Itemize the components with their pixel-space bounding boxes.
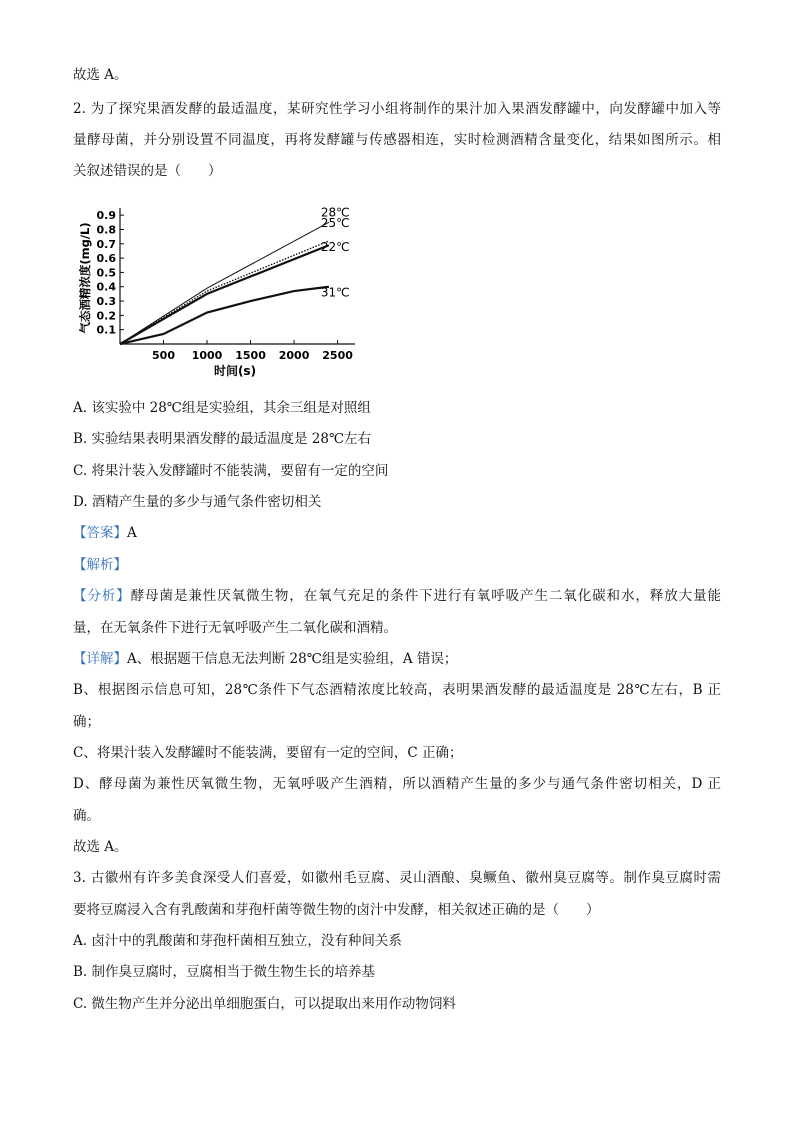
- y-tick-label: 0.7: [96, 237, 116, 251]
- detail-head: 【详解】: [73, 651, 127, 667]
- q2-detail-line-5: D、酵母菌为兼性厌氧微生物，无氧呼吸产生酒精，所以酒精产生量的多少与通气条件密切相关，D 正: [73, 776, 721, 792]
- q2-detail-line-2: B、根据图示信息可知，28℃条件下气态酒精浓度比较高，表明果酒发酵的最适温度是 28℃左右，B 正: [73, 682, 721, 698]
- answer-value: A: [127, 525, 137, 541]
- y-tick-label: 0.3: [96, 295, 116, 309]
- q2-analysis-line-1: 【分析】酵母菌是兼性厌氧微生物，在氧气充足的条件下进行有氧呼吸产生二氧化碳和水，释放大量能: [73, 588, 722, 604]
- alcohol-concentration-chart: [73, 196, 363, 386]
- q2-detail-line-6: 确。: [73, 808, 100, 824]
- q3-option-a: A. 卤汁中的乳酸菌和芽孢杆菌相互独立，没有种间关系: [73, 933, 402, 949]
- series-line-2: [120, 245, 329, 344]
- answer-label: 【答案】: [73, 525, 127, 541]
- series-line-3: [120, 287, 329, 344]
- analysis-head: 【分析】: [73, 588, 131, 604]
- q2-option-c: C. 将果汁装入发酵罐时不能装满，要留有一定的空间: [73, 463, 389, 479]
- q2-option-b: B. 实验结果表明果酒发酵的最适温度是 28℃左右: [73, 431, 372, 447]
- series-label-3: 31℃: [320, 285, 350, 300]
- q2-detail-line-3: 确；: [73, 714, 100, 730]
- series-label-0: 28℃: [320, 205, 350, 220]
- q3-option-c: C. 微生物产生并分泌出单细胞蛋白，可以提取出来用作动物饲料: [73, 996, 456, 1012]
- q2-option-d: D. 酒精产生量的多少与通气条件密切相关: [73, 494, 322, 510]
- q2-detail-line-1: 【详解】A、根据题干信息无法判断 28℃组是实验组，A 错误；: [73, 651, 458, 667]
- y-axis-label: 气态酒精浓度(mg/L): [78, 222, 92, 334]
- q3-option-b: B. 制作臭豆腐时，豆腐相当于微生物生长的培养基: [73, 964, 376, 980]
- q1-conclusion: 故选 A。: [73, 67, 128, 83]
- q2-conclusion: 故选 A。: [73, 839, 128, 855]
- q3-stem-line-2: 要将豆腐浸入含有乳酸菌和芽孢杆菌等微生物的卤汁中发酵，相关叙述正确的是（ ）: [73, 902, 600, 918]
- q3-stem-line-1: 3. 古徽州有许多美食深受人们喜爱，如徽州毛豆腐、灵山酒酿、臭鳜鱼、徽州臭豆腐等。制作臭豆腐时需: [73, 870, 721, 886]
- x-tick-label: 2500: [322, 349, 353, 362]
- q2-stem-line-1: 2. 为了探究果酒发酵的最适温度，某研究性学习小组将制作的果汁加入果酒发酵罐中，向发酵罐中加入等: [73, 101, 721, 117]
- q2-stem-line-2: 量酵母菌，并分别设置不同温度，再将发酵罐与传感器相连，实时检测酒精含量变化，结果如图所示。相: [73, 132, 721, 148]
- x-axis-ticks: [152, 340, 353, 362]
- x-tick-label: 2000: [278, 349, 310, 362]
- series-labels: [321, 205, 350, 299]
- x-tick-label: 1500: [235, 349, 266, 362]
- x-axis-label: 时间(s): [213, 364, 257, 378]
- y-tick-label: 0.4: [96, 280, 116, 294]
- y-tick-label: 0.2: [96, 309, 116, 323]
- series-label-1: 25℃: [320, 215, 350, 230]
- chart-series: [120, 222, 329, 344]
- y-tick-label: 0.5: [96, 266, 116, 280]
- q2-answer: [73, 524, 137, 542]
- y-tick-label: 0.6: [96, 252, 116, 266]
- series-line-1: [120, 241, 329, 344]
- q2-analysis-label: 【解析】: [73, 557, 127, 573]
- q2-stem-line-3: 关叙述错误的是（ ）: [73, 163, 222, 179]
- series-label-2: 22℃: [320, 240, 350, 255]
- y-tick-label: 0.9: [96, 209, 116, 223]
- q2-analysis-line-2: 量，在无氧条件下进行无氧呼吸产生二氧化碳和酒精。: [73, 620, 397, 636]
- y-tick-label: 0.8: [96, 223, 116, 237]
- q2-option-a: A. 该实验中 28℃组是实验组，其余三组是对照组: [73, 400, 371, 416]
- q2-detail-line-4: C、将果汁装入发酵罐时不能装满，要留有一定的空间，C 正确；: [73, 745, 463, 761]
- x-tick-label: 500: [152, 349, 176, 362]
- y-tick-label: 0.1: [96, 323, 116, 337]
- x-tick-label: 1000: [191, 349, 223, 362]
